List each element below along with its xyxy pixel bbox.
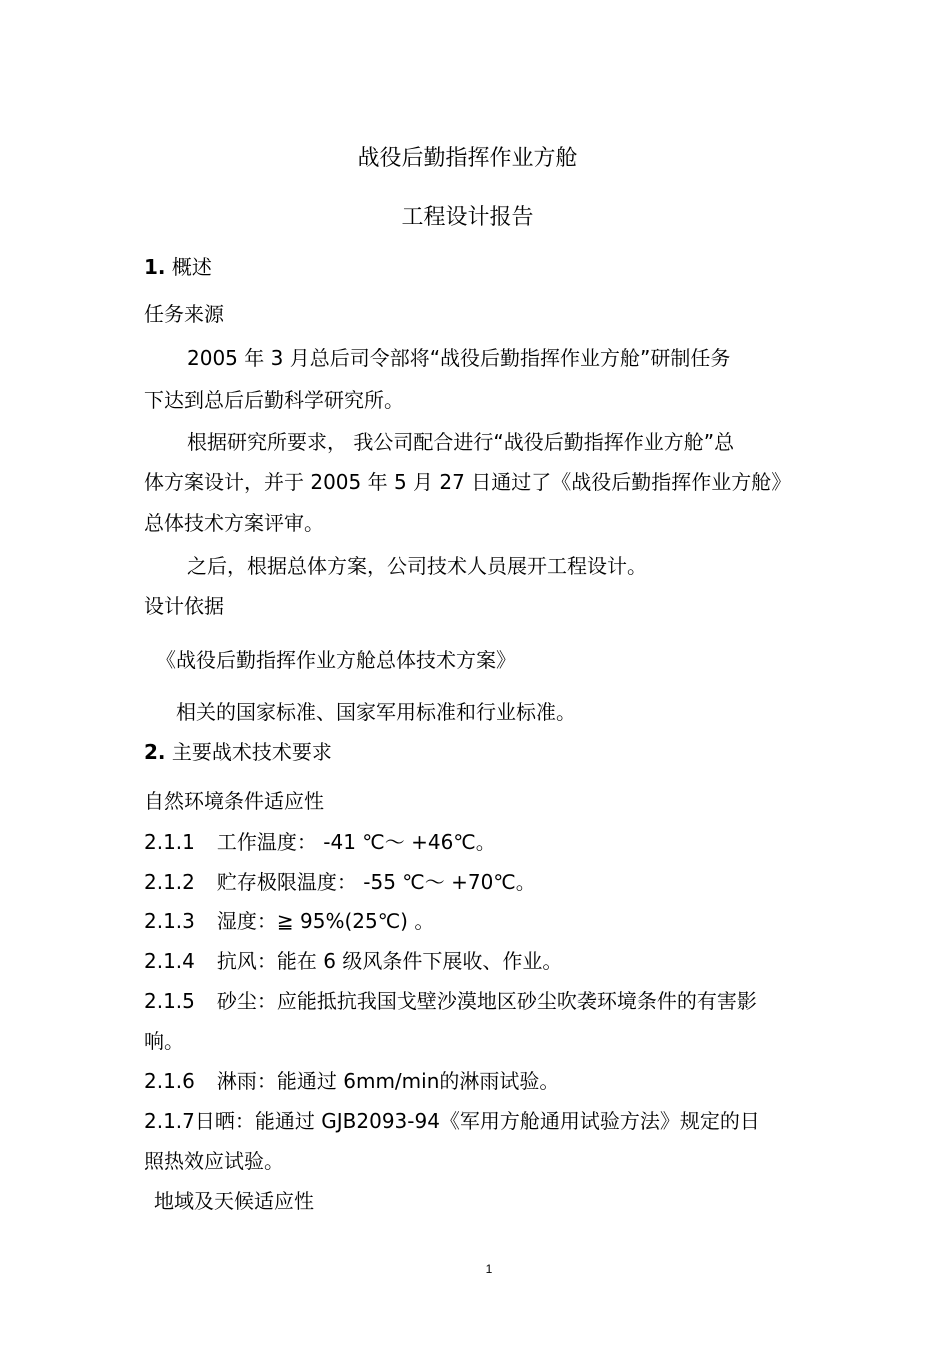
paragraph-1-line2: 下达到总后后勤科学研究所。 bbox=[144, 388, 404, 412]
paragraph-3: 之后，根据总体方案，公司技术人员展开工程设计。 bbox=[187, 554, 647, 578]
paragraph-1-line1: 2005 年 3 月总后司令部将“战役后勤指挥作业方舱”研制任务 bbox=[187, 346, 731, 370]
list-item-continuation: 响。 bbox=[144, 1029, 184, 1053]
section-1-heading bbox=[144, 254, 212, 280]
basis-item-2: 相关的国家标准、国家军用标准和行业标准。 bbox=[176, 700, 576, 724]
item-text: 贮存极限温度： -55 ℃～ +70℃。 bbox=[216, 870, 536, 894]
item-number: 2.1.7 bbox=[144, 1109, 195, 1133]
doc-title-line2: 工程设计报告 bbox=[401, 205, 534, 230]
item-text: 日晒：能通过 GJB2093-94《军用方舱通用试验方法》规定的日 bbox=[194, 1109, 760, 1133]
item-number: 2.1.5 bbox=[144, 989, 195, 1013]
list-item bbox=[144, 908, 434, 934]
list-item bbox=[144, 1068, 559, 1094]
list-item-continuation: 照热效应试验。 bbox=[144, 1149, 284, 1173]
paragraph-2-line2: 体方案设计，并于 2005 年 5 月 27 日通过了《战役后勤指挥作业方舱》 bbox=[144, 470, 792, 494]
section-2-heading bbox=[144, 739, 332, 765]
doc-title-line1: 战役后勤指挥作业方舱 bbox=[357, 146, 578, 171]
subheading-environment: 自然环境条件适应性 bbox=[144, 789, 324, 813]
list-item bbox=[144, 829, 496, 855]
list-item bbox=[144, 988, 757, 1014]
item-number: 2.1.1 bbox=[144, 830, 195, 854]
page-number: 1 bbox=[485, 1262, 493, 1276]
item-number: 2.1.6 bbox=[144, 1069, 195, 1093]
list-item bbox=[144, 1108, 760, 1134]
basis-item-1: 《战役后勤指挥作业方舱总体技术方案》 bbox=[156, 648, 516, 672]
list-item bbox=[144, 948, 562, 974]
item-text: 湿度：≧ 95%(25℃) 。 bbox=[216, 909, 435, 933]
section-2-number: 2. bbox=[144, 740, 166, 764]
subheading-task-source: 任务来源 bbox=[144, 302, 224, 326]
section-1-title: 概述 bbox=[171, 255, 212, 279]
item-number: 2.1.4 bbox=[144, 949, 195, 973]
item-text: 抗风：能在 6 级风条件下展收、作业。 bbox=[216, 949, 563, 973]
item-number: 2.1.3 bbox=[144, 909, 195, 933]
section-1-number: 1. bbox=[144, 255, 166, 279]
list-item bbox=[144, 869, 536, 895]
item-text: 工作温度： -41 ℃～ +46℃。 bbox=[216, 830, 496, 854]
section-2-title: 主要战术技术要求 bbox=[171, 740, 332, 764]
subheading-design-basis: 设计依据 bbox=[144, 594, 224, 618]
item-number: 2.1.2 bbox=[144, 870, 195, 894]
paragraph-2-line3: 总体技术方案评审。 bbox=[144, 511, 324, 535]
item-text: 淋雨：能通过 6mm/min的淋雨试验。 bbox=[216, 1069, 560, 1093]
paragraph-2-line1: 根据研究所要求， 我公司配合进行“战役后勤指挥作业方舱”总 bbox=[187, 430, 735, 454]
item-text: 砂尘：应能抵抗我国戈壁沙漠地区砂尘吹袭环境条件的有害影 bbox=[216, 989, 757, 1013]
subheading-region: 地域及天候适应性 bbox=[154, 1189, 314, 1213]
